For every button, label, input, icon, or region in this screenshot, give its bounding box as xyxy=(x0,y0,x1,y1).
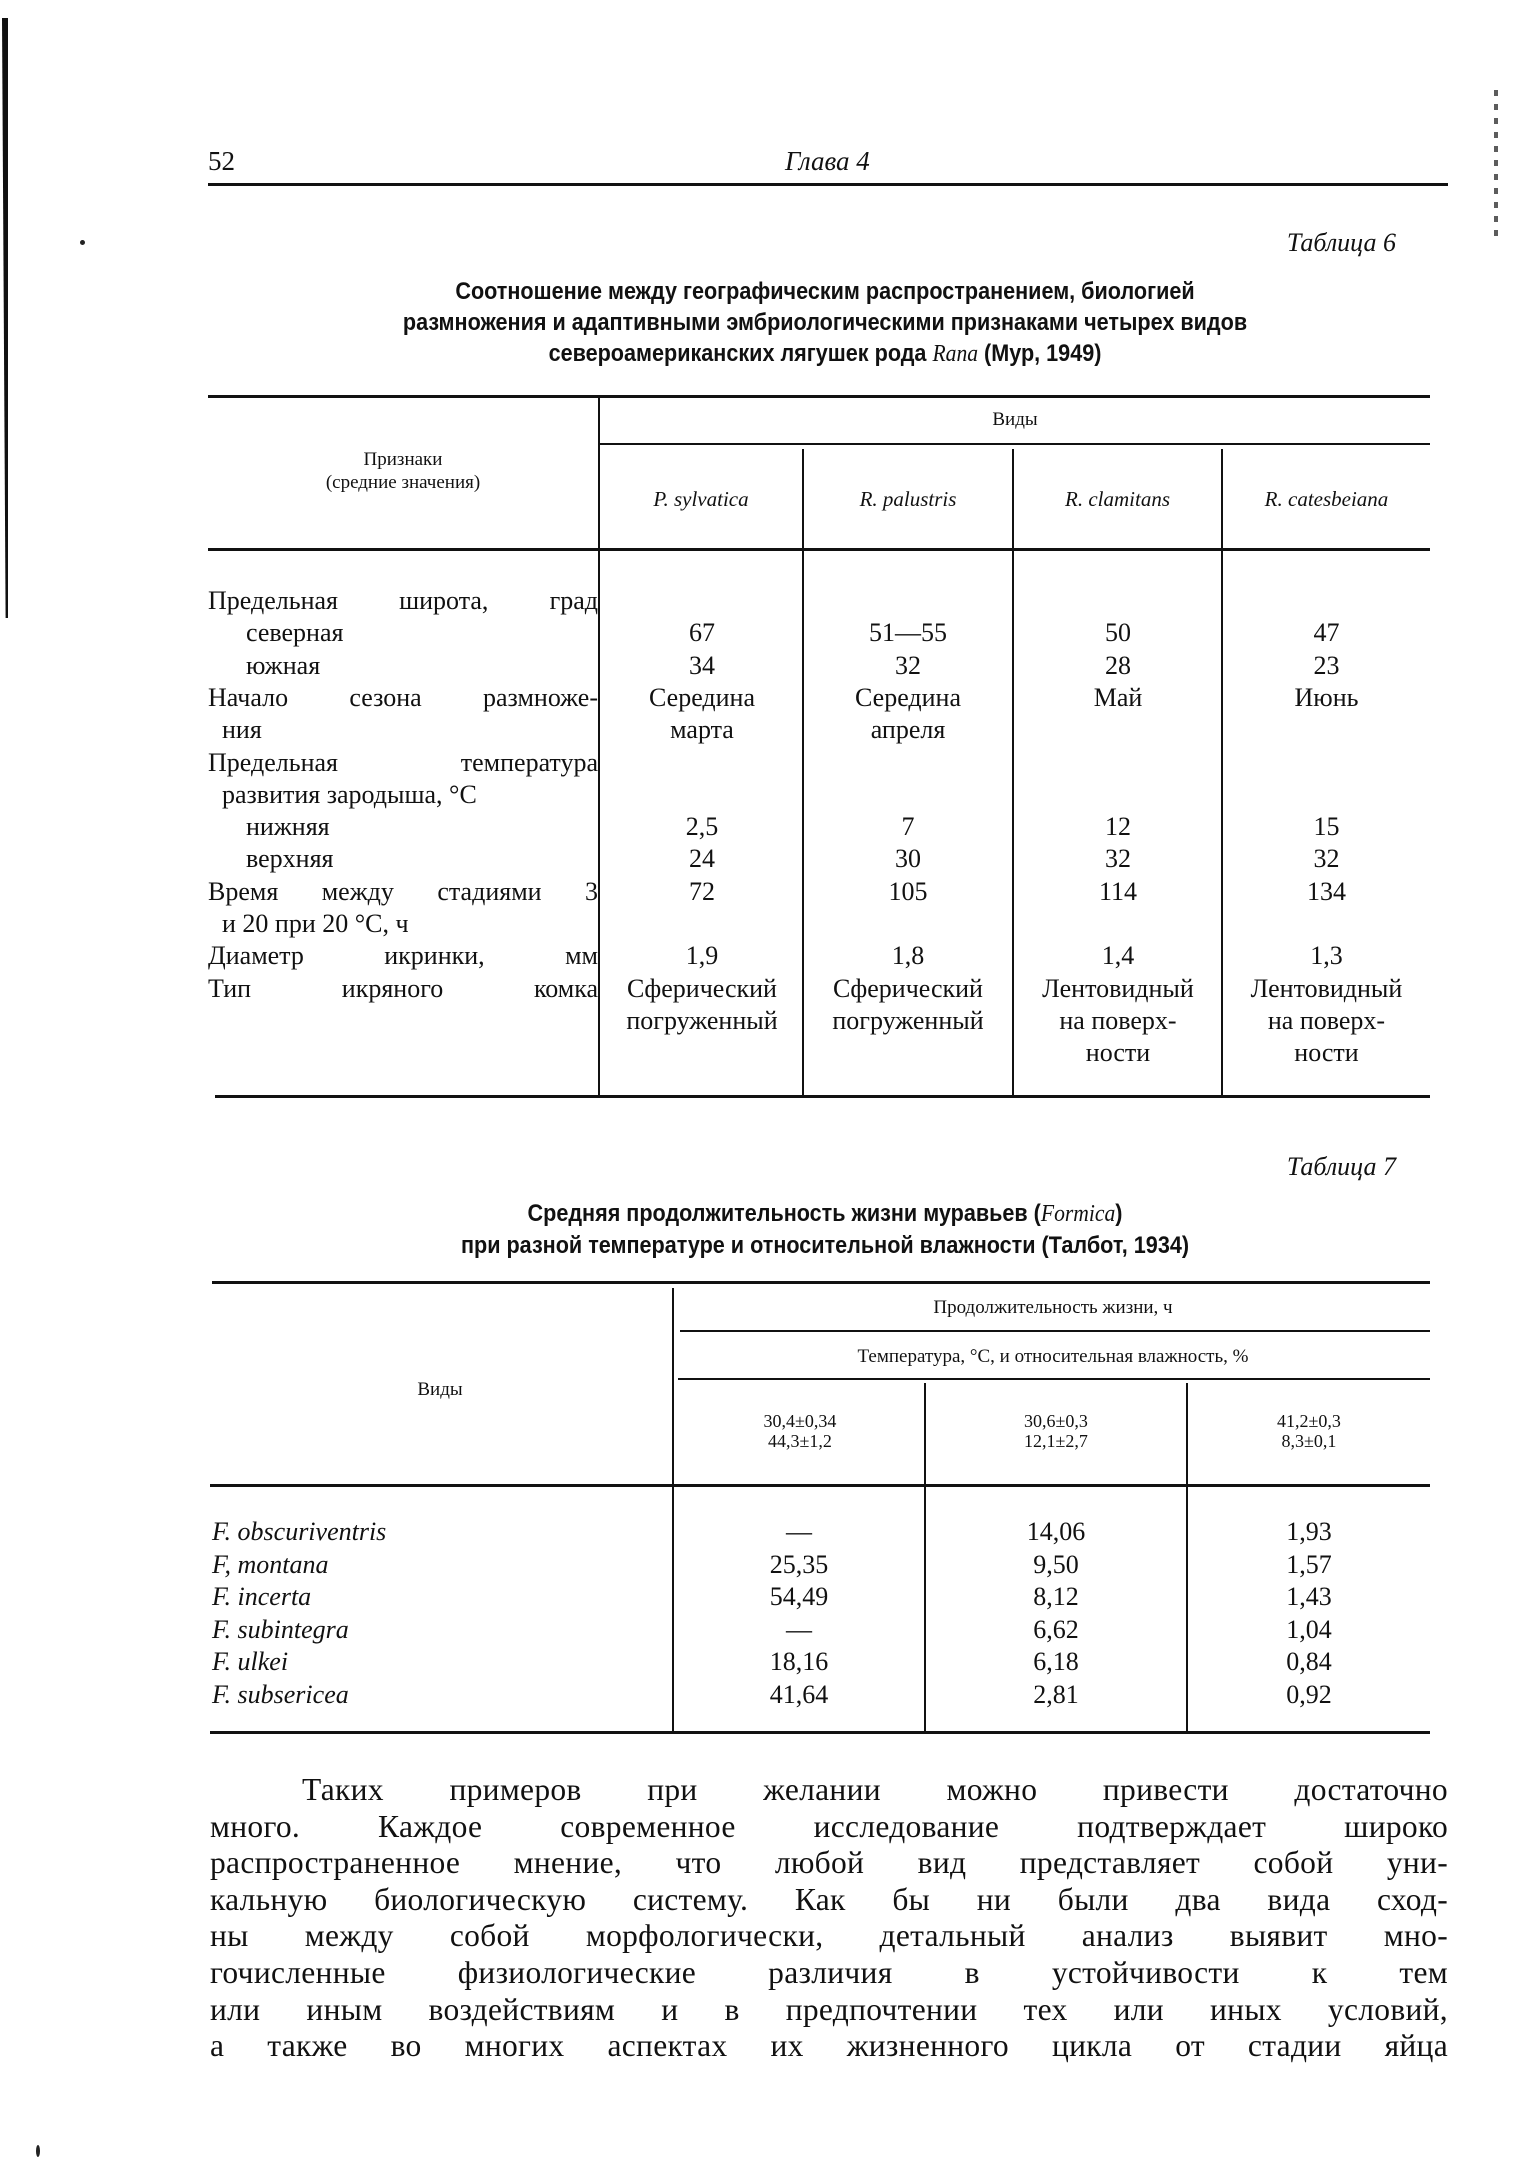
table6-row-label: Предельная температура xyxy=(208,747,598,777)
table7-cell: 1,93 xyxy=(1286,1517,1332,1546)
table6-cell: 50 xyxy=(1105,618,1131,648)
table6-cell: 12 xyxy=(1105,812,1131,842)
table7-cell: 54,49 xyxy=(769,1582,829,1611)
table7-header-rule xyxy=(210,1484,1430,1487)
table6-feature-header: Признаки (средние значения) xyxy=(325,449,481,493)
table6-cell: Сферический xyxy=(627,973,777,1003)
header-rule xyxy=(208,183,1448,186)
scan-speck xyxy=(80,240,85,245)
table7-group-rule xyxy=(680,1330,1430,1332)
table7-species-name: F. obscuriventris xyxy=(212,1517,387,1546)
body-paragraph xyxy=(210,1772,1448,2065)
table6-cell: Середина xyxy=(649,682,755,712)
table6-cell: 23 xyxy=(1313,650,1340,680)
table6-cell: 47 xyxy=(1313,618,1340,648)
table7-condition-header: 30,4±0,34 44,3±1,2 xyxy=(763,1411,837,1451)
table7-condition-header: 30,6±0,3 12,1±2,7 xyxy=(1024,1411,1088,1451)
table6-row-label: южная xyxy=(246,650,321,680)
table6-row-label: северная xyxy=(246,618,344,648)
table6-cell: 134 xyxy=(1307,876,1346,906)
table6-cell: 1,9 xyxy=(685,941,719,971)
paragraph-line: Таких примеров при желании можно привести достаточно xyxy=(302,1772,1448,1807)
genus-name: Formica xyxy=(1040,1201,1116,1227)
table6-species-header: R. clamitans xyxy=(1065,487,1170,511)
table7-caption xyxy=(263,1198,1388,1261)
table6-cell: Май xyxy=(1093,682,1143,712)
table7-cell: 8,12 xyxy=(1033,1582,1079,1611)
table6-row-label: развития зародыша, °С xyxy=(222,779,477,809)
table6-row-label: и 20 при 20 °С, ч xyxy=(222,909,409,938)
table6-row-label: ния xyxy=(222,715,262,745)
scan-margin-marks xyxy=(1494,90,1498,240)
table7-cell: 6,62 xyxy=(1033,1614,1079,1644)
table6-caption-line: Соотношение между географическим распространением, биологией xyxy=(455,278,1195,305)
paragraph-line: а также во многих аспектах их жизненного цикла от стадии яйца xyxy=(210,2028,1448,2064)
table7-species-name: F. subintegra xyxy=(212,1614,349,1644)
table6-row-label: нижняя xyxy=(246,812,330,842)
table6-cell: 2,5 xyxy=(685,812,719,842)
table6-label: Таблица 6 xyxy=(1286,228,1396,257)
table6-species-header: P. sylvatica xyxy=(653,487,749,511)
table7-cell: 0,92 xyxy=(1286,1679,1332,1709)
table6-row-label: Время между стадиями 3 xyxy=(208,876,598,906)
table6-cell: на поверх- xyxy=(1267,1005,1386,1035)
table6-cell: ности xyxy=(1085,1038,1151,1068)
table6-cell: 1,3 xyxy=(1310,941,1343,971)
table7-species-header: Виды xyxy=(417,1379,463,1400)
table7-species-name: F, montana xyxy=(212,1549,329,1579)
table7-subgroup-rule xyxy=(678,1378,1430,1380)
table6-row-label: верхняя xyxy=(246,844,334,874)
table7-species-name: F. incerta xyxy=(212,1582,312,1611)
table6-caption-line: североамериканских лягушек рода Rana (Мур, 1949) xyxy=(548,340,1102,367)
table6-cell: ности xyxy=(1294,1038,1359,1068)
table6-cell: 30 xyxy=(895,844,921,874)
table6-cell: погруженный xyxy=(626,1005,778,1035)
paragraph-line: ны между собой морфологически, детальный анализ выявит мно- xyxy=(210,1918,1448,1954)
table6-cell: Июнь xyxy=(1294,682,1359,712)
table7-cell: — xyxy=(786,1517,812,1546)
table7-cell: 25,35 xyxy=(769,1549,829,1579)
table7-cell: 0,84 xyxy=(1286,1647,1332,1676)
paragraph-line: кальную биологическую систему. Как бы ни были два вида сход- xyxy=(210,1881,1448,1917)
table6-caption-line: размножения и адаптивными эмбриологическими признаками четырех видов xyxy=(402,309,1248,336)
table7-species-name: F. subsericea xyxy=(212,1679,349,1709)
table7-top-rule xyxy=(212,1281,1430,1284)
table7-subgroup-header: Температура, °С, и относительная влажность, % xyxy=(857,1346,1249,1367)
table7-caption-line: при разной температуре и относительной влажности (Талбот, 1934) xyxy=(460,1232,1190,1259)
paragraph-line: гочисленные физиологические различия в устойчивости к тем xyxy=(210,1954,1448,1990)
table6-cell: 28 xyxy=(1105,650,1131,680)
scan-edge-shadow xyxy=(2,18,8,618)
paragraph-line: распространенное мнение, что любой вид представляет собой уни- xyxy=(210,1845,1448,1881)
table6-bottom-rule xyxy=(215,1095,1430,1098)
table7-cell: 1,04 xyxy=(1286,1614,1332,1644)
table6-row-label: Тип икряного комка xyxy=(208,973,598,1003)
table7-label: Таблица 7 xyxy=(1286,1152,1396,1181)
table6-cell: 32 xyxy=(895,650,921,680)
table7-cell: 1,57 xyxy=(1286,1549,1332,1579)
table6-cell: 67 xyxy=(689,618,715,648)
table6-group-rule xyxy=(600,443,1430,445)
table6-cell: 51—55 xyxy=(869,618,947,648)
table7-group-header: Продолжительность жизни, ч xyxy=(933,1297,1173,1318)
table6-cell: Лентовидный xyxy=(1250,973,1403,1003)
table6-cell: погруженный xyxy=(832,1005,984,1035)
page-number: 52 xyxy=(208,146,235,176)
table6-header-rule xyxy=(208,548,1430,551)
table6-cell: Сферический xyxy=(833,973,983,1003)
table7-cell: 6,18 xyxy=(1033,1647,1079,1676)
table6-species-group-header: Виды xyxy=(992,409,1038,430)
table7-species-name: F. ulkei xyxy=(212,1647,289,1676)
table6-cell: 1,4 xyxy=(1101,941,1135,971)
table6-row-label: Предельная широта, град xyxy=(208,586,598,615)
table6-cell: 24 xyxy=(689,844,715,874)
table7-cell: 9,50 xyxy=(1033,1549,1079,1579)
table7-cell: 14,06 xyxy=(1026,1517,1086,1546)
table6-top-rule xyxy=(208,395,1430,398)
table7-cell: 41,64 xyxy=(769,1679,829,1709)
table6-row-label: Диаметр икринки, мм xyxy=(208,941,598,971)
table6-cell: 15 xyxy=(1313,812,1340,842)
table7-cell: 18,16 xyxy=(769,1647,829,1676)
table6-row-label: Начало сезона размноже- xyxy=(208,682,598,712)
table6-cell: 7 xyxy=(901,812,915,842)
paragraph-line: много. Каждое современное исследование подтверждает широко xyxy=(210,1808,1448,1844)
scan-speck xyxy=(36,2145,40,2157)
table6-cell: 34 xyxy=(689,650,715,680)
table6-cell: марта xyxy=(670,715,734,745)
paragraph-line: или иным воздействиям и в предпочтении тех или иных условий, xyxy=(210,1991,1448,2027)
table7-bottom-rule xyxy=(210,1731,1430,1734)
table6-cell: 105 xyxy=(888,876,928,906)
table6-cell: на поверх- xyxy=(1059,1005,1177,1035)
table6-cell: 32 xyxy=(1105,844,1131,874)
table6-cell: 32 xyxy=(1313,844,1340,874)
table6-species-header: R. palustris xyxy=(859,487,957,511)
table6-cell: 114 xyxy=(1098,876,1138,906)
table7-condition-header: 41,2±0,3 8,3±0,1 xyxy=(1277,1411,1341,1451)
genus-name: Rana xyxy=(932,341,979,367)
table7-caption-line: Средняя продолжительность жизни муравьев (Formica) xyxy=(527,1200,1123,1227)
table6-cell: Лентовидный xyxy=(1042,973,1194,1003)
table6-species-header: R. catesbeiana xyxy=(1264,487,1389,511)
table6-cell: Середина xyxy=(855,682,961,712)
table7-cell: — xyxy=(786,1614,812,1644)
table6-cell: апреля xyxy=(870,715,946,745)
table7-cell: 2,81 xyxy=(1033,1679,1079,1709)
table7-cell: 1,43 xyxy=(1286,1582,1332,1611)
table6-cell: 1,8 xyxy=(891,941,925,971)
table6-cell: 72 xyxy=(689,876,715,906)
table6-caption xyxy=(263,276,1388,370)
chapter-title: Глава 4 xyxy=(785,146,870,176)
